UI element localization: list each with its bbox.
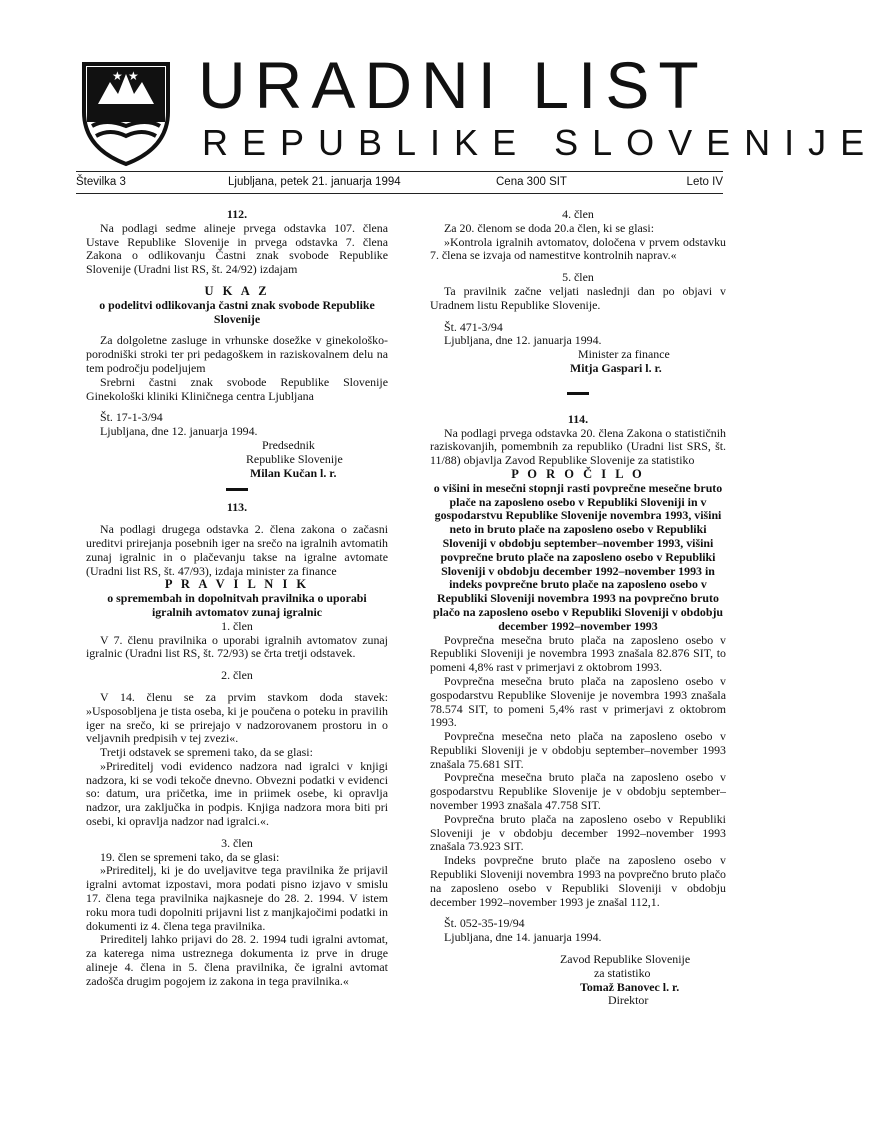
issue-price: Cena 300 SIT [496,176,567,188]
paragraph: Za dolgoletne zasluge in vrhunske dosežke v ginekološko-porodniški stroki ter pri pedagoškem in raziskovalnem delu na tem področju podeljujem [86,333,388,375]
issue-year: Leto IV [686,176,723,188]
document-number: Št. 471-3/94 [444,319,503,334]
document-date: Ljubljana, dne 14. januarja 1994. [444,930,602,945]
article-heading: 5. člen [562,270,594,285]
paragraph: »Prireditelj, ki je do uveljavitve tega pravilnika že prijavil igralni avtomat izpostavi, mora podati pisno izjavo v smislu 17. člena tega pravilnika najkasneje do 28. 2. 1994. V istem roku mora tudi dopolniti prijavni list z manjkajočimi podatki in dokumenti iz 4. člena tega pravilnika. [86,863,388,933]
paragraph: Povprečna bruto plača na zaposleno osebo v Republiki Sloveniji je v obdobju december 1992–november 1993 znašala 73.923 SIT. [430,811,726,854]
paragraph: Prireditelj lahko prijavi do 28. 2. 1994 tudi igralni avtomat, za katerega nima ustreznega dokumenta iz prve in druge alineje 4. člena in 5. člena pravilnika, če igralni avtomat zadošča drugim pogojem iz zakona in tega pravilnika.« [86,932,388,988]
paragraph: Indeks povprečne bruto plače na zaposleno osebo v Republiki Sloveniji novembra 1993 na povprečno bruto plačo na zaposleno osebo v Republiki Sloveniji v obdobju december 1992–november 1993 je znašal 112,1. [430,853,726,909]
right-column [430,208,726,1008]
paragraph: V 7. členu pravilnika o uporabi igralnih avtomatov zunaj igralnic (Uradni list RS, št. 72/93) se črta tretji odstavek. [86,632,388,661]
paragraph: Na podlagi prvega odstavka 20. člena Zakona o statističnih raziskovanjih, pomembnih za republiko (Uradni list SRS, št. 11/88) objavlja Zavod Republike Slovenije za statistiko [430,425,726,468]
document-number: Št. 17-1-3/94 [100,410,163,425]
signature-name: Tomaž Banovec l. r. [580,979,680,994]
act-title: o podelitvi odlikovanja častni znak svobode Republike Slovenije [99,297,375,326]
paragraph: 19. člen se spremeni tako, da se glasi: [100,849,280,864]
publication-title: URADNI LIST [198,48,708,122]
paragraph: Na podlagi drugega odstavka 2. člena zakona o začasni ureditvi prirejanja posebnih iger na srečo na igralnih avtomatih zunaj igralnic in o plačevanju takse na igralne avtomate (Uradni list RS, št. 47/93), izdaja minister za finance [86,522,388,578]
article-heading: 4. člen [562,207,594,221]
act-type-heading: P R A V I L N I K [164,577,310,592]
masthead [76,48,878,170]
paragraph: Za 20. členom se doda 20.a člen, ki se glasi: [444,220,655,235]
header-rule-top [76,171,723,172]
paragraph: Povprečna mesečna bruto plača na zaposleno osebo v gospodarstvu Republike Slovenije je v obdobju september–november 1993 znašala 47.758 SIT. [430,770,726,813]
signature-title: Zavod Republike Slovenije [560,952,691,967]
act-title: o spremembah in dopolnitvah pravilnika o uporabi igralnih avtomatov zunaj igralnic [107,591,367,619]
paragraph: »Kontrola igralnih avtomatov, določena v prvem odstavku 7. člena se izvaja od namestitve kontrolnih naprav.« [430,234,726,263]
item-number: 114. [567,411,589,426]
document-date: Ljubljana, dne 12. januarja 1994. [444,333,602,348]
paragraph: Na podlagi sedme alineje prvega odstavka 107. člena Ustave Republike Slovenije in prvega odstavka 7. člena Zakona o odlikovanju Častni znak svobode Republike Slovenije (Uradni list RS, št. 24/92) izdajam [86,220,388,277]
document-date: Ljubljana, dne 12. januarja 1994. [100,424,258,439]
left-column [86,208,388,989]
act-title: o višini in mesečni stopnji rasti povprečne mesečne bruto plače na zaposleno osebo v Republiki Sloveniji in v gospodarstvu Republike Slovenije novembra 1993, višini neto in bruto plače na zaposleno osebo v Republiki Sloveniji v obdobju september–november 1993, višini povprečne bruto plače na zaposleno osebo v Republiki Sloveniji v obdobju december 1992–november 1993 in indeks povprečne bruto plače na zaposleno osebo v Republiki Sloveniji novembra 1993 na povprečno bruto plačo na zaposleno osebo v Republiki Sloveniji v obdobju december 1992–november 1993 [432,480,724,633]
signature-name: Mitja Gaspari l. r. [570,360,662,375]
paragraph: Ta pravilnik začne veljati naslednji dan po objavi v Uradnem listu Republike Slovenije. [430,283,726,312]
signature-title: Republike Slovenije [246,451,343,466]
paragraph: V 14. členu se za prvim stavkom doda stavek: »Usposobljena je tista oseba, ki je poučena o poteku in pravilih iger na srečo, ki se prirejajo v nadzorovanem prostoru in o veljavnih predpisih v tej zvezi«. [86,689,388,746]
header-rule-bottom [76,193,723,194]
paragraph: »Prireditelj vodi evidenco nadzora nad igralci v knjigi nadzora, ki se vodi tekoče dnevno. Obvezni podatki v evidenci so: datum, ura pričetka, ime in priimek osebe, ki opravlja nadzor, ura zaključka in podpis. Knjiga nadzora mora biti pri osebi, ki opravlja nadzor nad igralci.«. [86,758,388,829]
section-separator [226,488,248,491]
publication-subtitle: REPUBLIKE SLOVENIJE [202,122,878,163]
issue-info-bar [76,176,723,192]
article-heading: 1. člen [221,618,253,633]
svg-text:★: ★ [120,81,131,95]
article-heading: 3. člen [221,835,253,850]
paragraph: Povprečna mesečna bruto plača na zaposleno osebo v gospodarstvu Republike Slovenije je novembra 1993 znašala 78.574 SIT, to pomeni 5,4% rast v primerjavi z oktobrom 1993. [430,673,726,730]
issue-date: Ljubljana, petek 21. januarja 1994 [228,176,401,188]
signature-title: Direktor [608,993,649,1008]
article-heading: 2. člen [221,668,253,683]
svg-text:★: ★ [128,69,139,83]
act-type-heading: U K A Z [204,283,270,298]
paragraph: Povprečna mesečna bruto plača na zaposleno osebo v Republiki Sloveniji je novembra 1993 znašala 82.876 SIT, to pomeni 4,8% rast v primerjavi z oktobrom 1993. [430,632,726,675]
signature-title: Predsednik [262,437,315,452]
svg-text:★: ★ [112,69,123,83]
item-number: 113. [226,500,248,515]
section-separator [567,392,589,395]
item-number: 112. [226,207,248,221]
issue-number: Številka 3 [76,176,126,188]
signature-name: Milan Kučan l. r. [250,465,337,480]
act-type-heading: P O R O Č I L O [511,466,645,481]
signature-title: Minister za finance [578,347,670,362]
document-number: Št. 052-35-19/94 [444,916,525,931]
signature-title: za statistiko [594,965,651,980]
paragraph: Povprečna mesečna neto plača na zaposleno osebo v Republiki Sloveniji je v obdobju september–november 1993 znašala 75.681 SIT. [430,729,726,771]
paragraph: Tretji odstavek se spremeni tako, da se glasi: [100,745,313,760]
paragraph: Srebrni častni znak svobode Republike Slovenije Ginekološki kliniki Kliničnega centra Ljubljana [86,374,388,403]
coat-of-arms-icon [76,60,176,168]
